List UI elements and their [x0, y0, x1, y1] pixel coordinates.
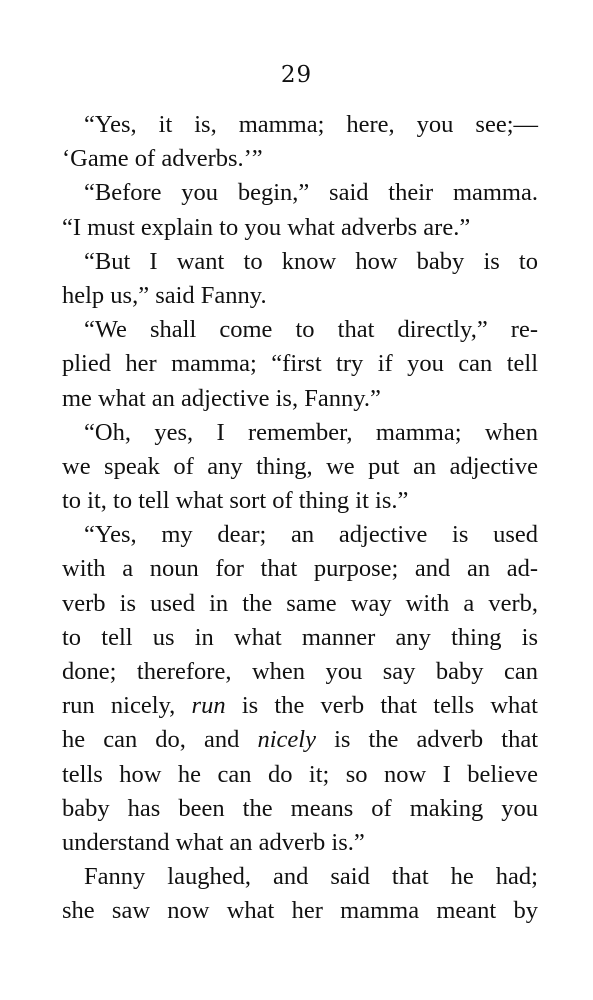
text-segment: he can do, and — [62, 726, 258, 754]
text-line: to tell us in what manner any thing is — [62, 623, 538, 651]
italic-word: run — [191, 692, 226, 720]
text-line: “I must explain to you what adverbs are.” — [62, 213, 471, 241]
page-number: 29 — [280, 62, 313, 88]
text-line: “Before you begin,” said their mamma. — [84, 179, 538, 207]
text-line: we speak of any thing, we put an adjective — [62, 452, 538, 480]
italic-word: nicely — [257, 726, 316, 754]
text-segment: run nicely, — [62, 692, 192, 720]
text-segment: is the verb that tells what — [225, 692, 538, 720]
text-segment: is the adverb that — [315, 726, 539, 754]
text-line: “Oh, yes, I remember, mamma; when — [84, 418, 538, 446]
text-line: she saw now what her mamma meant by — [62, 897, 538, 925]
text-line: baby has been the means of making you — [62, 794, 538, 822]
text-line: tells how he can do it; so now I believe — [62, 760, 538, 788]
text-line: plied her mamma; “first try if you can tell — [62, 350, 538, 378]
text-line: “Yes, it is, mamma; here, you see;— — [84, 111, 538, 138]
text-line: verb is used in the same way with a verb, — [62, 589, 538, 617]
text-line — [62, 723, 538, 757]
text-line — [62, 689, 538, 723]
text-line: with a noun for that purpose; and an ad- — [62, 555, 538, 583]
text-line: “Yes, my dear; an adjective is used — [84, 521, 538, 549]
text-line: “But I want to know how baby is to — [84, 247, 538, 275]
text-line: “We shall come to that directly,” re- — [84, 316, 538, 344]
text-line: ‘Game of adverbs.’” — [62, 145, 263, 173]
text-line: Fanny laughed, and said that he had; — [84, 863, 538, 891]
text-body — [62, 108, 538, 929]
text-line: understand what an adverb is.” — [62, 828, 365, 856]
text-line: done; therefore, when you say baby can — [62, 658, 538, 685]
text-line: me what an adjective is, Fanny.” — [62, 384, 381, 412]
text-line: help us,” said Fanny. — [62, 281, 267, 309]
text-line: to it, to tell what sort of thing it is.” — [62, 487, 409, 515]
